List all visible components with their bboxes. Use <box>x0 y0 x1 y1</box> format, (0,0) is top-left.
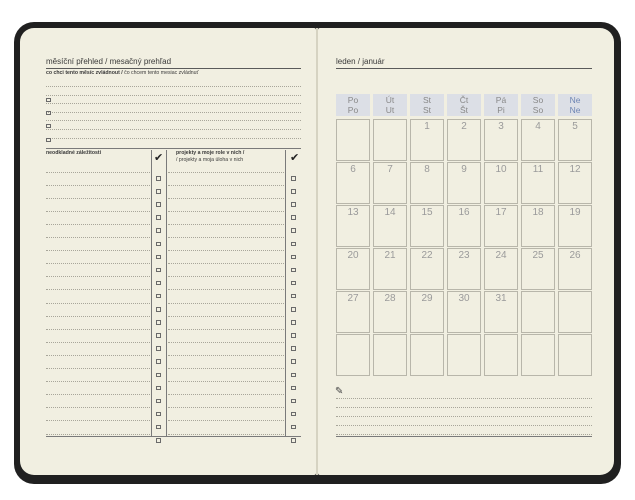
urgent-checkbox[interactable] <box>156 307 161 312</box>
project-line <box>168 394 284 395</box>
day-name-sk: Ut <box>385 104 395 115</box>
urgent-line <box>46 289 150 290</box>
day-number: 14 <box>384 207 396 218</box>
urgent-line <box>46 198 150 199</box>
project-checkbox[interactable] <box>291 176 296 181</box>
calendar-day[interactable] <box>484 162 518 204</box>
goals-subtitle-sk: čo chcem tento mesiac zvládnuť <box>122 70 199 76</box>
day-name-sk: Po <box>347 104 359 115</box>
urgent-checkbox[interactable] <box>156 202 161 207</box>
title-rule <box>46 68 301 69</box>
goal-checkbox[interactable] <box>46 138 51 143</box>
calendar-day[interactable] <box>484 119 518 161</box>
urgent-checkbox[interactable] <box>156 399 161 404</box>
goal-line <box>46 103 301 104</box>
day-name-sk: Ne <box>569 104 581 115</box>
project-checkbox[interactable] <box>291 320 296 325</box>
day-name-cz: Čt <box>459 95 469 105</box>
goal-line <box>46 95 301 96</box>
check-icon: ✔ <box>290 152 300 164</box>
urgent-line <box>46 368 150 369</box>
urgent-checkbox[interactable] <box>156 359 161 364</box>
urgent-line <box>46 420 150 421</box>
urgent-checkbox[interactable] <box>156 333 161 338</box>
calendar-day[interactable] <box>447 205 481 247</box>
note-line <box>336 425 592 426</box>
urgent-checkbox[interactable] <box>156 346 161 351</box>
project-line <box>168 355 284 356</box>
calendar-day[interactable] <box>373 248 407 290</box>
note-line <box>336 434 592 435</box>
calendar-day[interactable] <box>484 291 518 333</box>
pencil-icon: ✎ <box>335 386 344 397</box>
calendar-day[interactable] <box>558 205 592 247</box>
urgent-checkbox[interactable] <box>156 176 161 181</box>
project-line <box>168 329 284 330</box>
urgent-line <box>46 316 150 317</box>
project-checkbox[interactable] <box>291 425 296 430</box>
urgent-checkbox[interactable] <box>156 215 161 220</box>
month-title-rule <box>336 68 592 69</box>
project-checkbox[interactable] <box>291 399 296 404</box>
day-name-cz: St <box>422 95 432 105</box>
day-header <box>373 94 407 116</box>
calendar-day[interactable] <box>373 334 407 376</box>
calendar-day[interactable] <box>447 119 481 161</box>
project-line <box>168 185 284 186</box>
project-line <box>168 237 284 238</box>
day-name-sk: St <box>422 104 432 115</box>
urgent-line <box>46 250 150 251</box>
calendar-day[interactable] <box>410 162 444 204</box>
bottom-rule <box>46 436 301 437</box>
goals-subtitle-cz: co chci tento měsíc zvládnout / <box>46 70 123 76</box>
day-number: 31 <box>495 293 507 304</box>
calendar-day[interactable] <box>336 162 370 204</box>
projects-header <box>176 150 244 163</box>
calendar-day[interactable] <box>410 205 444 247</box>
urgent-matters-header: neodkladné záležitosti <box>46 150 102 156</box>
day-name-sk: Pi <box>497 104 505 115</box>
calendar-day[interactable] <box>447 291 481 333</box>
project-checkbox[interactable] <box>291 307 296 312</box>
calendar-day[interactable] <box>521 119 555 161</box>
day-header <box>558 94 592 116</box>
urgent-line <box>46 211 150 212</box>
urgent-line <box>46 303 150 304</box>
urgent-line <box>46 276 150 277</box>
urgent-line <box>46 172 150 173</box>
project-line <box>168 250 284 251</box>
goal-line <box>46 129 301 130</box>
day-number: 4 <box>535 121 541 132</box>
urgent-checkbox[interactable] <box>156 320 161 325</box>
check-icon: ✔ <box>154 152 164 164</box>
day-number: 29 <box>421 293 433 304</box>
goal-line <box>46 86 301 87</box>
calendar-day[interactable] <box>484 205 518 247</box>
calendar-day[interactable] <box>521 248 555 290</box>
project-line <box>168 316 284 317</box>
project-checkbox[interactable] <box>291 412 296 417</box>
urgent-checkbox[interactable] <box>156 189 161 194</box>
calendar-day[interactable] <box>484 248 518 290</box>
project-line <box>168 276 284 277</box>
day-header <box>447 94 481 116</box>
urgent-line <box>46 434 150 435</box>
goal-line <box>46 120 301 121</box>
calendar-day[interactable] <box>373 162 407 204</box>
day-number: 12 <box>569 164 581 175</box>
day-number: 26 <box>569 250 581 261</box>
urgent-checkbox[interactable] <box>156 438 161 443</box>
day-number: 20 <box>347 250 359 261</box>
project-line <box>168 381 284 382</box>
projects-header-sk: / projekty a moja úloha v nich <box>176 156 244 163</box>
day-number: 19 <box>569 207 581 218</box>
goal-line <box>46 138 301 139</box>
urgent-line <box>46 185 150 186</box>
day-number: 18 <box>532 207 544 218</box>
day-number: 17 <box>495 207 507 218</box>
day-header <box>521 94 555 116</box>
project-checkbox[interactable] <box>291 386 296 391</box>
project-line <box>168 172 284 173</box>
calendar-day[interactable] <box>558 248 592 290</box>
project-checkbox[interactable] <box>291 359 296 364</box>
day-number: 27 <box>347 293 359 304</box>
day-number: 21 <box>384 250 396 261</box>
project-checkbox[interactable] <box>291 346 296 351</box>
note-line <box>336 398 592 399</box>
note-line <box>336 416 592 417</box>
project-line <box>168 263 284 264</box>
calendar-day[interactable] <box>373 291 407 333</box>
calendar-day[interactable] <box>484 334 518 376</box>
calendar-day[interactable] <box>521 162 555 204</box>
project-line <box>168 289 284 290</box>
urgent-checkbox[interactable] <box>156 281 161 286</box>
goal-checkbox[interactable] <box>46 111 51 116</box>
calendar-day[interactable] <box>521 334 555 376</box>
project-checkbox[interactable] <box>291 294 296 299</box>
project-line <box>168 368 284 369</box>
project-line <box>168 303 284 304</box>
calendar-day[interactable] <box>558 334 592 376</box>
day-name-sk: So <box>532 104 544 115</box>
column-divider <box>285 150 286 436</box>
project-checkbox[interactable] <box>291 333 296 338</box>
urgent-line <box>46 381 150 382</box>
project-line <box>168 198 284 199</box>
section-rule <box>46 148 301 149</box>
project-checkbox[interactable] <box>291 438 296 443</box>
day-number: 13 <box>347 207 359 218</box>
notebook-spine <box>316 28 318 475</box>
day-number: 8 <box>424 164 430 175</box>
urgent-line <box>46 237 150 238</box>
project-checkbox[interactable] <box>291 255 296 260</box>
calendar-day[interactable] <box>558 119 592 161</box>
project-line <box>168 211 284 212</box>
day-name-sk: Št <box>459 104 469 115</box>
day-name-cz: Ne <box>569 95 581 105</box>
calendar-day[interactable] <box>558 291 592 333</box>
day-header <box>336 94 370 116</box>
notes-bottom-rule <box>336 436 592 437</box>
day-name-cz: Po <box>347 95 359 105</box>
day-number: 1 <box>424 121 430 132</box>
urgent-checkbox[interactable] <box>156 412 161 417</box>
calendar-day[interactable] <box>447 248 481 290</box>
month-title: leden / január <box>336 57 385 66</box>
column-divider <box>166 150 167 436</box>
goals-subtitle <box>46 70 198 76</box>
calendar-day[interactable] <box>410 119 444 161</box>
calendar-day[interactable] <box>521 291 555 333</box>
calendar-day[interactable] <box>447 334 481 376</box>
calendar-day[interactable] <box>558 162 592 204</box>
project-line <box>168 420 284 421</box>
calendar-day[interactable] <box>336 334 370 376</box>
urgent-line <box>46 342 150 343</box>
urgent-line <box>46 394 150 395</box>
urgent-checkbox[interactable] <box>156 255 161 260</box>
calendar-day[interactable] <box>336 248 370 290</box>
day-number: 10 <box>495 164 507 175</box>
day-number: 7 <box>387 164 393 175</box>
urgent-line <box>46 329 150 330</box>
calendar-day[interactable] <box>410 334 444 376</box>
day-number: 24 <box>495 250 507 261</box>
project-checkbox[interactable] <box>291 228 296 233</box>
calendar-day[interactable] <box>336 205 370 247</box>
urgent-checkbox[interactable] <box>156 268 161 273</box>
day-name-cz: Út <box>385 95 395 105</box>
urgent-checkbox[interactable] <box>156 386 161 391</box>
day-number: 30 <box>458 293 470 304</box>
day-header <box>410 94 444 116</box>
goal-line <box>46 112 301 113</box>
goal-checkbox[interactable] <box>46 98 51 103</box>
day-number: 15 <box>421 207 433 218</box>
day-number: 25 <box>532 250 544 261</box>
day-header <box>484 94 518 116</box>
day-number: 16 <box>458 207 470 218</box>
project-line <box>168 224 284 225</box>
urgent-checkbox[interactable] <box>156 294 161 299</box>
urgent-line <box>46 355 150 356</box>
project-checkbox[interactable] <box>291 189 296 194</box>
urgent-line <box>46 224 150 225</box>
project-checkbox[interactable] <box>291 373 296 378</box>
day-number: 22 <box>421 250 433 261</box>
urgent-checkbox[interactable] <box>156 228 161 233</box>
project-line <box>168 342 284 343</box>
day-number: 23 <box>458 250 470 261</box>
calendar-day[interactable] <box>336 291 370 333</box>
day-number: 6 <box>350 164 356 175</box>
project-checkbox[interactable] <box>291 281 296 286</box>
monthly-overview-title: měsíční přehled / mesačný prehľad <box>46 57 172 66</box>
day-number: 3 <box>498 121 504 132</box>
calendar-day[interactable] <box>521 205 555 247</box>
day-number: 5 <box>572 121 578 132</box>
urgent-line <box>46 263 150 264</box>
day-number: 9 <box>461 164 467 175</box>
urgent-line <box>46 407 150 408</box>
day-number: 11 <box>532 164 544 175</box>
project-checkbox[interactable] <box>291 202 296 207</box>
urgent-checkbox[interactable] <box>156 373 161 378</box>
calendar-day[interactable] <box>410 248 444 290</box>
column-divider <box>151 150 152 436</box>
project-line <box>168 434 284 435</box>
project-checkbox[interactable] <box>291 242 296 247</box>
day-name-cz: Pá <box>495 95 507 105</box>
goal-checkbox[interactable] <box>46 124 51 129</box>
day-name-cz: So <box>532 95 544 105</box>
project-checkbox[interactable] <box>291 215 296 220</box>
project-line <box>168 407 284 408</box>
calendar-day[interactable] <box>410 291 444 333</box>
note-line <box>336 407 592 408</box>
calendar-day[interactable] <box>373 205 407 247</box>
urgent-checkbox[interactable] <box>156 425 161 430</box>
calendar-day[interactable] <box>447 162 481 204</box>
urgent-checkbox[interactable] <box>156 242 161 247</box>
projects-header-cz: projekty a moje role v nich / <box>176 150 245 156</box>
calendar-day[interactable] <box>373 119 407 161</box>
day-number: 2 <box>461 121 467 132</box>
project-checkbox[interactable] <box>291 268 296 273</box>
calendar-day[interactable] <box>336 119 370 161</box>
day-number: 28 <box>384 293 396 304</box>
